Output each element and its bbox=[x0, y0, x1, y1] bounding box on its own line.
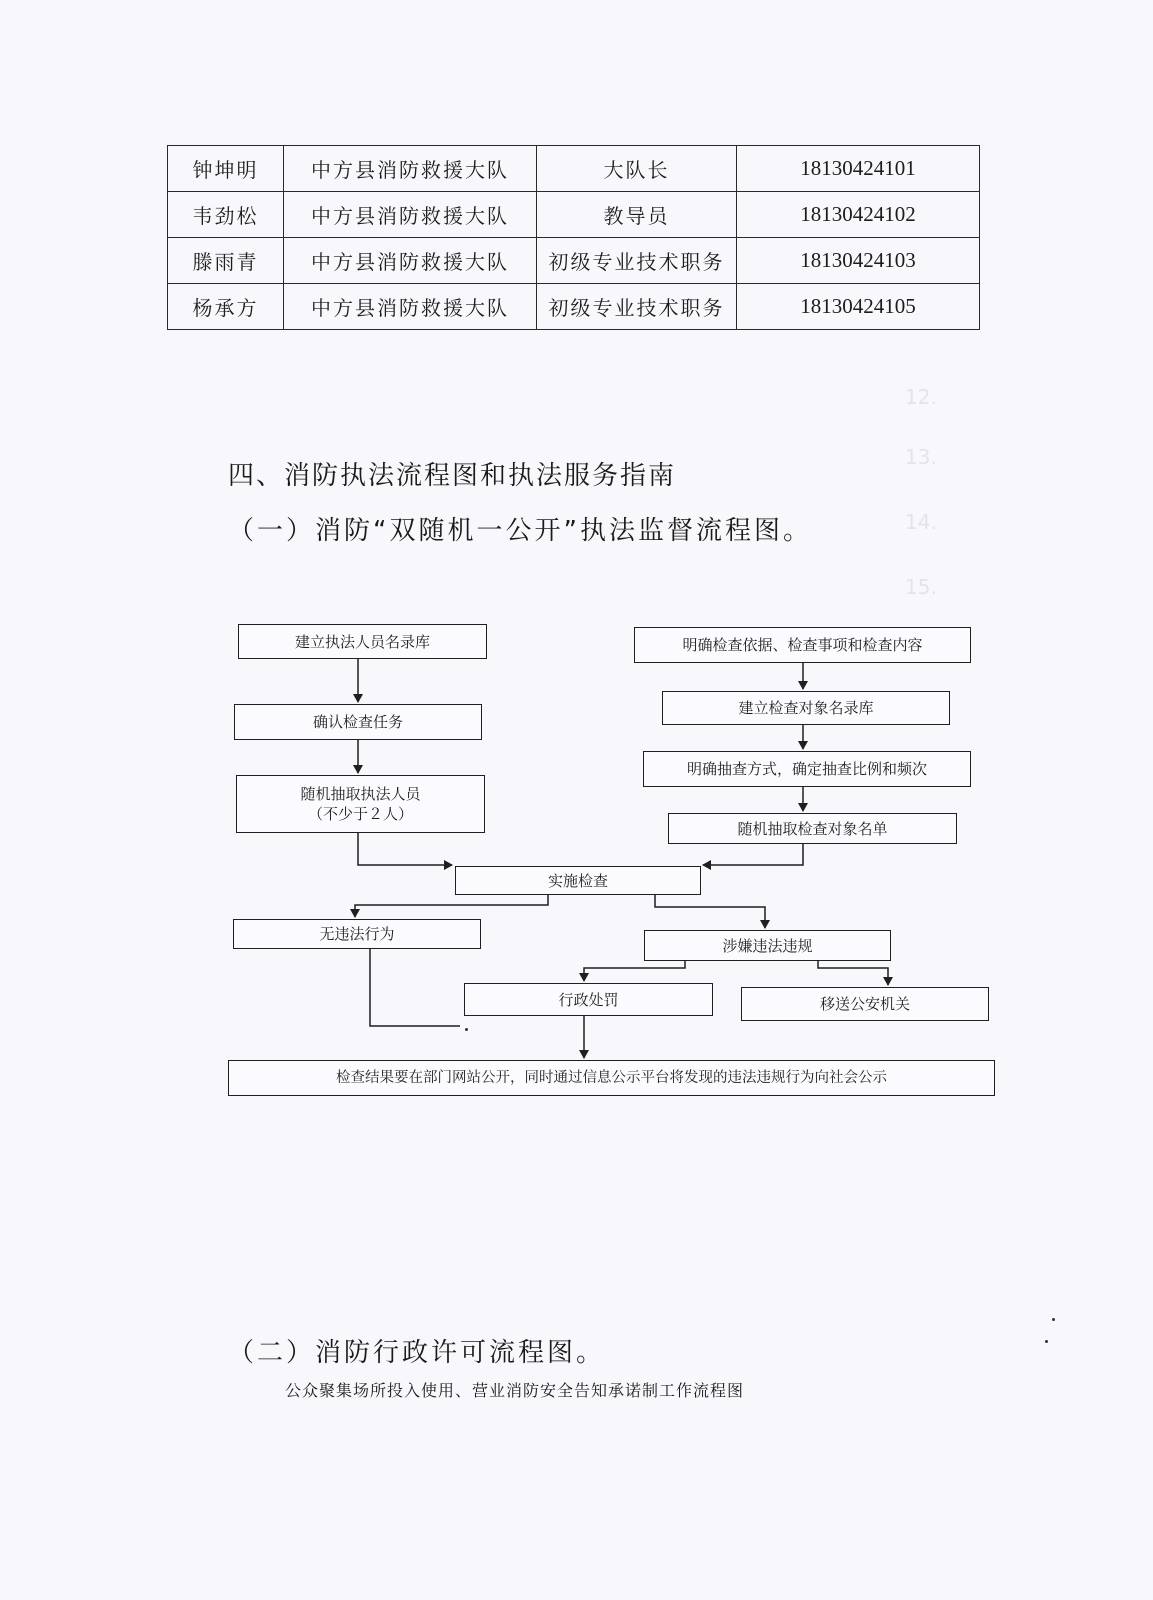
staff-phone: 18130424101 bbox=[737, 146, 980, 192]
flow-box-label: 建立检查对象名录库 bbox=[738, 699, 874, 717]
staff-position: 初级专业技术职务 bbox=[537, 238, 737, 284]
bleed-through-text: 15. bbox=[905, 575, 937, 599]
flow-box-transfer-police bbox=[741, 987, 989, 1021]
flow-box-no-violation bbox=[233, 919, 481, 949]
staff-phone: 18130424102 bbox=[737, 192, 980, 238]
flow-box-label: 随机抽取检查对象名单 bbox=[737, 819, 888, 838]
staff-name: 杨承方 bbox=[168, 284, 284, 330]
flow-box-random-personnel bbox=[236, 775, 485, 833]
arrow-inspect-to-no-violation bbox=[355, 895, 548, 917]
flow-box-implement-inspection bbox=[455, 866, 701, 895]
flow-box-object-database bbox=[662, 691, 950, 725]
flow-box-label: 移送公安机关 bbox=[819, 995, 910, 1013]
table-row bbox=[168, 192, 980, 238]
arrow-inspect-to-suspected bbox=[655, 895, 765, 928]
staff-unit: 中方县消防救援大队 bbox=[284, 284, 537, 330]
staff-unit: 中方县消防救援大队 bbox=[284, 192, 537, 238]
scan-speck bbox=[1052, 1318, 1055, 1321]
flow-box-sampling-method bbox=[643, 751, 971, 787]
flow-box-clarify-basis bbox=[634, 627, 971, 663]
staff-position: 大队长 bbox=[537, 146, 737, 192]
flow-box-label: 检查结果要在部门网站公开，同时通过信息公示平台将发现的违法违规行为向社会公示 bbox=[336, 1070, 887, 1086]
arrow-objects-to-inspect bbox=[703, 844, 803, 865]
figure-caption: 公众聚集场所投入使用、营业消防安全告知承诺制工作流程图 bbox=[285, 1381, 745, 1400]
table-row bbox=[168, 284, 980, 330]
flow-box-confirm-task bbox=[234, 704, 482, 740]
staff-table bbox=[167, 145, 980, 330]
flow-box-label: 行政处罚 bbox=[558, 990, 619, 1009]
flow-box-personnel-database bbox=[238, 624, 487, 659]
scan-speck bbox=[1045, 1340, 1048, 1343]
staff-name: 韦劲松 bbox=[168, 192, 284, 238]
flow-box-publish-results bbox=[228, 1060, 995, 1096]
flow-box-random-objects bbox=[668, 813, 957, 844]
arrow-suspected-to-penalty bbox=[584, 961, 685, 981]
staff-name: 钟坤明 bbox=[168, 146, 284, 192]
staff-phone: 18130424105 bbox=[737, 284, 980, 330]
flow-box-label: 涉嫌违法违规 bbox=[722, 936, 813, 955]
flow-box-label: 明确抽查方式，确定抽查比例和频次 bbox=[686, 760, 927, 778]
sub-heading-random-inspection: （一）消防“双随机一公开”执法监督流程图。 bbox=[228, 516, 812, 546]
bleed-through-text: 13. bbox=[905, 445, 937, 469]
table-row bbox=[168, 238, 980, 284]
scan-speck bbox=[465, 1028, 468, 1031]
sub-heading-administrative-permit: （二）消防行政许可流程图。 bbox=[228, 1338, 606, 1368]
staff-unit: 中方县消防救援大队 bbox=[284, 238, 537, 284]
staff-unit: 中方县消防救援大队 bbox=[284, 146, 537, 192]
flow-box-label: （不少于２人） bbox=[307, 805, 413, 823]
section-heading: 四、消防执法流程图和执法服务指南 bbox=[228, 461, 677, 491]
table-row bbox=[168, 146, 980, 192]
staff-name: 滕雨青 bbox=[168, 238, 284, 284]
staff-position: 初级专业技术职务 bbox=[537, 284, 737, 330]
arrow-personnel-to-inspect bbox=[358, 833, 452, 865]
flow-box-label: 建立执法人员名录库 bbox=[294, 632, 430, 651]
arrow-suspected-to-police bbox=[818, 961, 888, 985]
bleed-through-text: 14. bbox=[905, 510, 937, 534]
staff-phone: 18130424103 bbox=[737, 238, 980, 284]
line-no-violation-to-publish bbox=[370, 949, 460, 1026]
flow-box-administrative-penalty bbox=[464, 983, 713, 1016]
staff-position: 教导员 bbox=[537, 192, 737, 238]
bleed-through-text: 12. bbox=[905, 385, 937, 409]
flow-box-suspected-violation bbox=[644, 930, 891, 961]
flow-box-label: 确认检查任务 bbox=[312, 713, 403, 731]
flow-box-label: 无违法行为 bbox=[319, 925, 395, 943]
flow-box-label: 明确检查依据、检查事项和检查内容 bbox=[682, 636, 923, 654]
flow-box-label: 实施检查 bbox=[547, 871, 608, 890]
flow-box-label: 随机抽取执法人员 bbox=[300, 785, 421, 803]
